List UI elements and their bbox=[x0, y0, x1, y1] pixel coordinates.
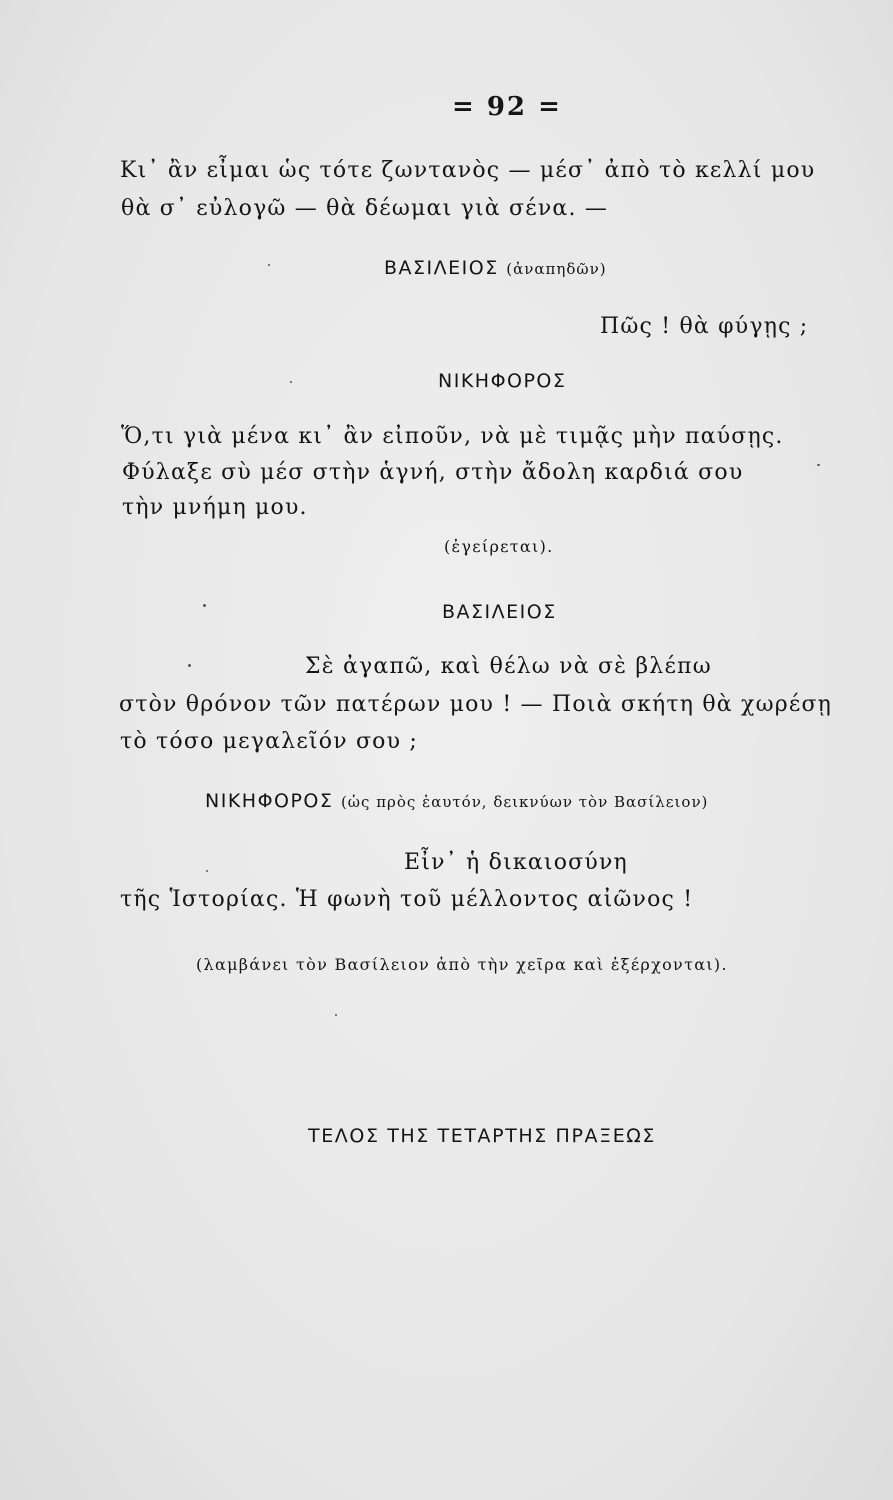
speaker-heading-2: ΝΙΚΗΦΟΡΟΣ bbox=[438, 370, 567, 392]
verse-line-4: Ὅ,τι γιὰ μένα κι᾽ ἂν εἰποῦν, νὰ μὲ τιμᾷς μὴν παύσῃς. bbox=[121, 424, 784, 449]
speaker-direction: (ἀναπηδῶν) bbox=[506, 260, 607, 278]
speaker-direction: (ὡς πρὸς ἑαυτόν, δεικνύων τὸν Βασίλειον) bbox=[340, 793, 709, 811]
end-of-act-heading: ΤΕΛΟΣ ΤΗΣ ΤΕΤΑΡΤΗΣ ΠΡΑΞΕΩΣ bbox=[308, 1125, 657, 1147]
ink-speck bbox=[335, 1014, 337, 1016]
speaker-heading-4 bbox=[205, 792, 708, 811]
speaker-name: ΒΑΣΙΛΕΙΟΣ bbox=[384, 257, 499, 279]
stage-direction-1: (ἐγείρεται). bbox=[444, 537, 554, 556]
ink-speck bbox=[268, 264, 270, 266]
verse-line-6: τὴν μνήμη μου. bbox=[122, 495, 308, 520]
verse-line-9: τὸ τόσο μεγαλεῖόν σου ; bbox=[120, 729, 419, 754]
stage-direction-2: (λαμβάνει τὸν Βασίλειον ἀπὸ τὴν χεῖρα καὶ ἐξέρχονται). bbox=[196, 955, 728, 974]
verse-line-1: Κι᾽ ἂν εἶμαι ὡς τότε ζωντανὸς — μέσ᾽ ἀπὸ τὸ κελλί μου bbox=[120, 158, 816, 183]
verse-line-2: θὰ σ᾽ εὐλογῶ — θὰ δέωμαι γιὰ σένα. — bbox=[121, 196, 609, 221]
speaker-heading-3: ΒΑΣΙΛΕΙΟΣ bbox=[442, 601, 557, 623]
verse-line-3: Πῶς ! θὰ φύγῃς ; bbox=[600, 314, 809, 339]
ink-speck bbox=[817, 464, 820, 466]
verse-line-10: Εἶν᾽ ἡ δικαιοσύνη bbox=[404, 850, 628, 875]
ink-speck bbox=[206, 870, 208, 872]
ink-speck bbox=[188, 664, 191, 667]
verse-line-5: Φύλαξε σὺ μέσ στὴν ἁγνή, στὴν ἄδολη καρδιά σου bbox=[122, 460, 744, 485]
verse-line-7: Σὲ ἀγαπῶ, καὶ θέλω νὰ σὲ βλέπω bbox=[305, 654, 712, 679]
verse-line-11: τῆς Ἱστορίας. Ἡ φωνὴ τοῦ μέλλοντος αἰῶνος ! bbox=[120, 887, 694, 912]
ink-speck bbox=[290, 381, 292, 383]
verse-line-8: στὸν θρόνον τῶν πατέρων μου ! — Ποιὰ σκήτη θὰ χωρέσῃ bbox=[119, 692, 833, 717]
page-number: = 92 = bbox=[452, 92, 562, 122]
speaker-name: ΝΙΚΗΦΟΡΟΣ bbox=[205, 790, 334, 812]
speaker-heading-1 bbox=[384, 259, 607, 278]
ink-speck bbox=[203, 604, 206, 607]
